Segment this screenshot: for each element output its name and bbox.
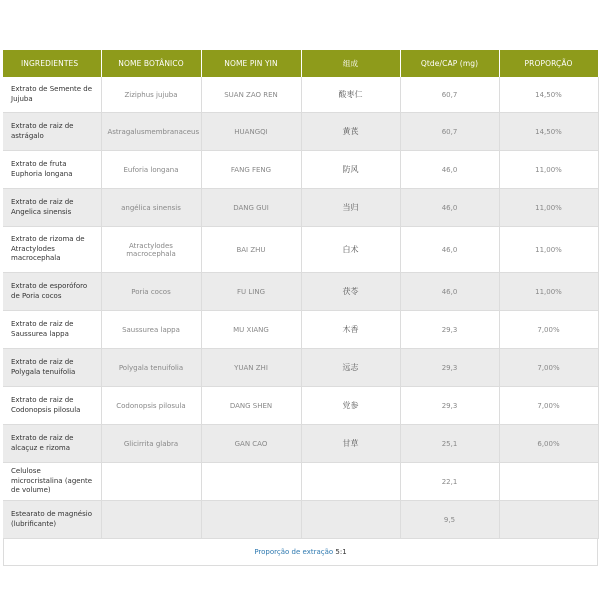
cell-ingrediente: Extrato de raiz de Codonopsis pilosula: [3, 387, 101, 425]
table-row: [3, 113, 598, 151]
cell-proporcao: 7,00%: [499, 311, 598, 349]
cell-chines: 防风: [301, 151, 400, 189]
table-row: [3, 189, 598, 227]
cell-qtde: 46,0: [400, 227, 499, 273]
cell-pinyin: SUAN ZAO REN: [201, 77, 301, 113]
cell-ingrediente: Extrato de raiz de Saussurea lappa: [3, 311, 101, 349]
table-row: [3, 463, 598, 501]
cell-chines: 木香: [301, 311, 400, 349]
cell-pinyin: [201, 463, 301, 501]
cell-ingrediente: Extrato de fruta Euphoria longana: [3, 151, 101, 189]
table-row: [3, 151, 598, 189]
cell-ingrediente: Extrato de raiz de Polygala tenuifolia: [3, 349, 101, 387]
cell-chines: 远志: [301, 349, 400, 387]
cell-proporcao: 14,50%: [499, 77, 598, 113]
cell-proporcao: 11,00%: [499, 189, 598, 227]
cell-chines: 白术: [301, 227, 400, 273]
cell-pinyin: MU XIANG: [201, 311, 301, 349]
cell-qtde: 46,0: [400, 151, 499, 189]
cell-pinyin: [201, 501, 301, 539]
cell-qtde: 46,0: [400, 273, 499, 311]
table-row: [3, 501, 598, 539]
ingredients-table-container: [3, 50, 598, 566]
cell-chines: 甘草: [301, 425, 400, 463]
cell-proporcao: 7,00%: [499, 387, 598, 425]
header-qtde: Qtde/CAP (mg): [400, 50, 499, 77]
cell-qtde: 60,7: [400, 77, 499, 113]
cell-botanico: [101, 463, 201, 501]
cell-botanico: Polygala tenuifolia: [101, 349, 201, 387]
cell-proporcao: 11,00%: [499, 151, 598, 189]
cell-chines: 党参: [301, 387, 400, 425]
cell-qtde: 60,7: [400, 113, 499, 151]
cell-proporcao: 11,00%: [499, 273, 598, 311]
header-nome-pin-yin: NOME PIN YIN: [201, 50, 301, 77]
cell-qtde: 22,1: [400, 463, 499, 501]
extraction-ratio-value: 5:1: [335, 548, 347, 556]
cell-ingrediente: Extrato de rizoma de Atractylodes macrocephala: [3, 227, 101, 273]
cell-qtde: 9,5: [400, 501, 499, 539]
table-header-row: [3, 50, 598, 77]
header-proporcao: PROPORÇÃO: [499, 50, 598, 77]
cell-ingrediente: Extrato de raiz de astrágalo: [3, 113, 101, 151]
cell-botanico: Euforia longana: [101, 151, 201, 189]
cell-ingrediente: Extrato de esporóforo de Poria cocos: [3, 273, 101, 311]
cell-pinyin: DANG SHEN: [201, 387, 301, 425]
cell-ingrediente: Extrato de raiz de alcaçuz e rizoma: [3, 425, 101, 463]
header-nome-botanico: NOME BOTÂNICO: [101, 50, 201, 77]
cell-qtde: 29,3: [400, 311, 499, 349]
cell-botanico: Astragalusmembranaceus: [101, 113, 201, 151]
cell-pinyin: YUAN ZHI: [201, 349, 301, 387]
cell-chines: [301, 501, 400, 539]
cell-ingrediente: Estearato de magnésio (lubrificante): [3, 501, 101, 539]
cell-chines: [301, 463, 400, 501]
ingredients-table: [3, 50, 599, 539]
table-row: [3, 387, 598, 425]
cell-botanico: [101, 501, 201, 539]
cell-qtde: 29,3: [400, 387, 499, 425]
cell-ingrediente: Celulose microcristalina (agente de volume): [3, 463, 101, 501]
extraction-ratio-footer: [3, 539, 598, 566]
cell-chines: 酸枣仁: [301, 77, 400, 113]
cell-proporcao: 7,00%: [499, 349, 598, 387]
cell-botanico: Poria cocos: [101, 273, 201, 311]
cell-chines: 黄芪: [301, 113, 400, 151]
cell-ingrediente: Extrato de raiz de Angelica sinensis: [3, 189, 101, 227]
table-row: [3, 227, 598, 273]
cell-pinyin: HUANGQI: [201, 113, 301, 151]
header-ingredientes: INGREDIENTES: [3, 50, 101, 77]
cell-proporcao: [499, 463, 598, 501]
cell-pinyin: BAI ZHU: [201, 227, 301, 273]
cell-pinyin: GAN CAO: [201, 425, 301, 463]
cell-proporcao: 6,00%: [499, 425, 598, 463]
cell-chines: 茯苓: [301, 273, 400, 311]
cell-botanico: Saussurea lappa: [101, 311, 201, 349]
cell-proporcao: 14,50%: [499, 113, 598, 151]
cell-pinyin: DANG GUI: [201, 189, 301, 227]
cell-proporcao: 11,00%: [499, 227, 598, 273]
header-chinese: 组成: [301, 50, 400, 77]
cell-qtde: 29,3: [400, 349, 499, 387]
cell-chines: 当归: [301, 189, 400, 227]
table-row: [3, 349, 598, 387]
cell-pinyin: FU LING: [201, 273, 301, 311]
table-row: [3, 425, 598, 463]
extraction-ratio-label: Proporção de extração: [254, 548, 334, 556]
cell-qtde: 46,0: [400, 189, 499, 227]
cell-ingrediente: Extrato de Semente de Jujuba: [3, 77, 101, 113]
cell-botanico: Glicirrita glabra: [101, 425, 201, 463]
cell-botanico: Atractylodes macrocephala: [101, 227, 201, 273]
table-row: [3, 273, 598, 311]
cell-botanico: Codonopsis pilosula: [101, 387, 201, 425]
cell-proporcao: [499, 501, 598, 539]
cell-qtde: 25,1: [400, 425, 499, 463]
cell-pinyin: FANG FENG: [201, 151, 301, 189]
cell-botanico: Ziziphus jujuba: [101, 77, 201, 113]
cell-botanico: angélica sinensis: [101, 189, 201, 227]
table-row: [3, 77, 598, 113]
table-row: [3, 311, 598, 349]
